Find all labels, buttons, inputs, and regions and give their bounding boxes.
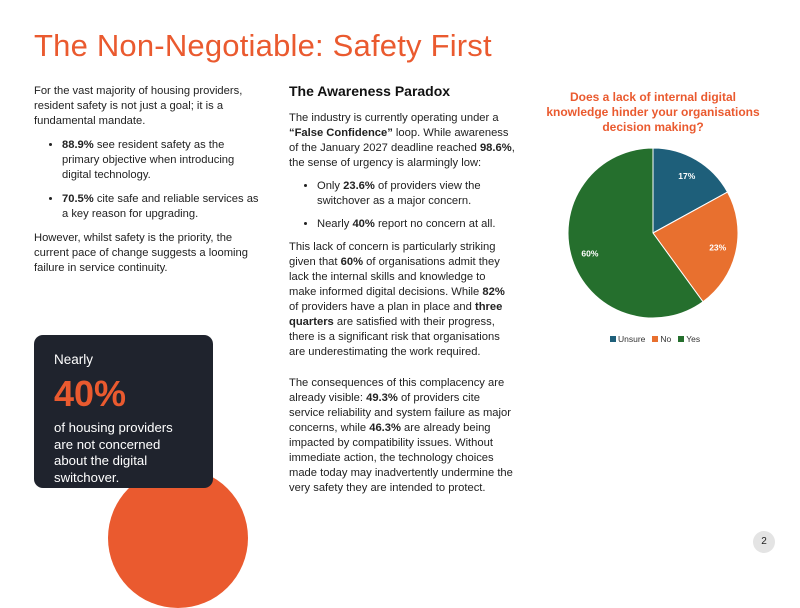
legend-item-unsure [610, 334, 645, 344]
stat-callout-card [34, 335, 213, 488]
legend-swatch [652, 336, 658, 342]
intro-bullet-stat: 88.9% [62, 139, 94, 151]
intro-column [34, 84, 264, 276]
chart-title: Does a lack of internal digital knowledge hinder your organisations decision making? [546, 90, 760, 134]
intro-bullet-text: see resident safety as the primary objective when introducing digital technology. [62, 139, 235, 181]
pie-label-unsure: 17% [678, 170, 696, 181]
paradox-column [289, 84, 515, 496]
paradox-paragraph-2: This lack of concern is particularly striking given that 60% of organisations admit they lack the internal skills and knowledge to make informed digital decisions. While 82% of providers have a plan in place and three quarters are satisfied with their progress, there is a significant risk that organisations are underestimating the work required. [289, 241, 505, 358]
pie-label-yes: 60% [581, 248, 599, 259]
page-title: The Non-Negotiable: Safety First [34, 28, 492, 63]
paradox-paragraph-3: The consequences of this complacency are already visible: 49.3% of providers cite service reliability and system failure as major concerns, while 46.3% are already being impacted by compatibility issues. Without immediate action, the technology choices made today may inadvertently undermine the very safety they are intended to protect. [289, 377, 513, 494]
legend-item-no [652, 334, 671, 344]
intro-paragraph: For the vast majority of housing providers, resident safety is not just a goal; it is a fundamental mandate. [34, 85, 243, 127]
legend-swatch [610, 336, 616, 342]
intro-bullet-list [34, 138, 264, 222]
chart-legend [610, 334, 700, 344]
intro-bullet-stat: 70.5% [62, 193, 94, 205]
pie-chart [540, 140, 766, 330]
paradox-bullet: • Nearly 40% report no concern at all. [317, 217, 515, 232]
intro-paragraph-2: However, whilst safety is the priority, the current pace of change suggests a looming failure in service continuity. [34, 232, 248, 274]
legend-label: No [660, 334, 672, 344]
section-heading: The Awareness Paradox [289, 83, 451, 99]
legend-label: Yes [686, 334, 701, 344]
callout-description: of housing providers are not concerned about the digital switchover. [54, 420, 173, 485]
page-number: 2 [753, 531, 775, 553]
paradox-bullet-list [289, 179, 515, 232]
legend-label: Unsure [618, 334, 646, 344]
legend-item-yes [678, 334, 700, 344]
callout-lead: Nearly [54, 352, 94, 367]
paradox-paragraph-1: The industry is currently operating under a “False Confidence” loop. While awareness of the January 2027 deadline reached 98.6%, the sense of urgency is alarmingly low: [289, 112, 515, 169]
intro-bullet [62, 192, 264, 222]
intro-bullet-text: cite safe and reliable services as a key reason for upgrading. [62, 193, 259, 220]
intro-bullet [62, 138, 264, 183]
decorative-circle [108, 468, 248, 608]
callout-stat: 40% [54, 373, 127, 414]
pie-label-no: 23% [709, 242, 727, 253]
legend-swatch [678, 336, 684, 342]
paradox-bullet: • Only 23.6% of providers view the switchover as a major concern. [317, 179, 515, 209]
